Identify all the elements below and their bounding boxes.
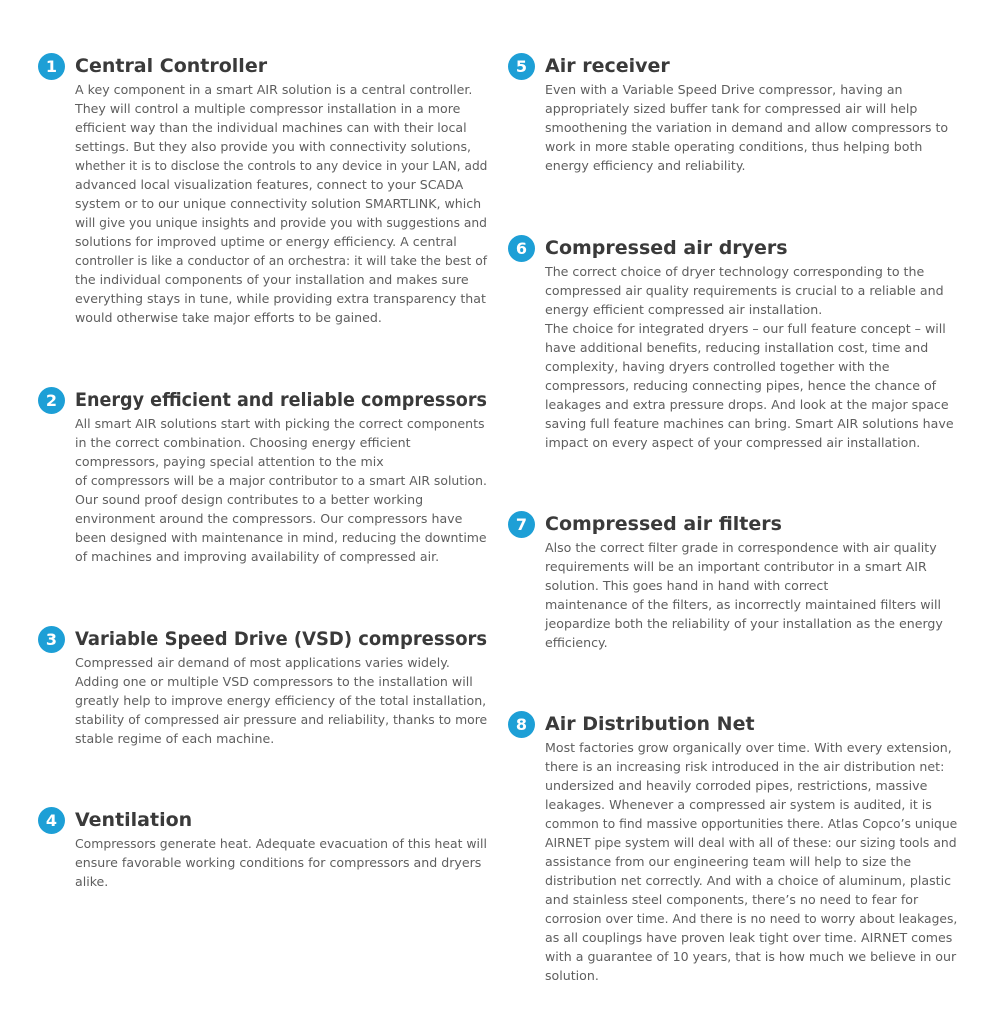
number-badge: 2 [38, 387, 65, 414]
body-text-line: A key component in a smart AIR solution is a central controller. [75, 82, 473, 97]
section-body [75, 414, 521, 566]
body-text-line: greatly help to improve energy efficiency of the total installation, [75, 693, 487, 708]
body-text-line: ensure favorable working conditions for compressors and dryers [75, 855, 482, 870]
body-text-line: Also the correct filter grade in correspondence with air quality [545, 540, 937, 555]
body-text-line: The correct choice of dryer technology corresponding to the [545, 264, 925, 279]
body-text-line: of compressors will be a major contributor to a smart AIR solution. [75, 473, 487, 488]
body-text-line: saving full feature machines can bring. Smart AIR solutions have [545, 416, 954, 431]
body-text-line: complexity, having dryers controlled together with the [545, 359, 890, 374]
section-central-controller [45, 53, 501, 327]
section-body [75, 653, 511, 748]
body-text-line: energy efficient compressed air installation. [545, 302, 823, 317]
body-text-line: the individual components of your installation and makes sure [75, 272, 469, 287]
body-text-line: efficiency. [545, 635, 608, 650]
number-badge: 5 [508, 53, 535, 80]
body-text-line: Our sound proof design contributes to a better working [75, 492, 424, 507]
number-badge: 4 [38, 807, 65, 834]
body-text-line: been designed with maintenance in mind, reducing the downtime [75, 530, 487, 545]
body-text-line: alike. [75, 874, 109, 889]
body-text-line: as all couplings have proven leak tight over time. AIRNET comes [545, 930, 953, 945]
body-text-line: with a guarantee of 10 years, that is how much we believe in our [545, 949, 957, 964]
body-text-line: jeopardize both the reliability of your installation as the energy [545, 616, 943, 631]
number-badge: 3 [38, 626, 65, 653]
body-text-line: undersized and heavily corroded pipes, restrictions, massive [545, 778, 928, 793]
section-body [545, 80, 948, 175]
section-compressed-air-dryers [515, 235, 954, 452]
body-text-line: in the correct combination. Choosing energy efficient [75, 435, 411, 450]
section-title: Variable Speed Drive (VSD) compressors [75, 628, 488, 650]
body-text-line: AIRNET pipe system will deal with all of these: our sizing tools and [545, 835, 957, 850]
body-text-line: Even with a Variable Speed Drive compressor, having an [545, 82, 903, 97]
body-text-line: leakages. Whenever a compressed air system is audited, it is [545, 797, 932, 812]
section-title: Central Controller [75, 55, 268, 77]
section-ventilation [45, 807, 493, 891]
body-text-line: whether it is to disclose the controls to any device in your LAN, add [75, 158, 488, 173]
body-text-line: solution. [545, 968, 599, 983]
section-compressed-air-filters [515, 511, 943, 652]
body-text-line: advanced local visualization features, connect to your SCADA [75, 177, 464, 192]
body-text-line: maintenance of the filters, as incorrectly maintained filters will [545, 597, 942, 612]
section-title: Energy efficient and reliable compressors [75, 389, 487, 411]
body-text-line: stability of compressed air pressure and reliability, thanks to more [75, 712, 488, 727]
body-text-line: solutions for improved uptime or energy efficiency. A central [75, 234, 457, 249]
body-text-line: impact on every aspect of your compressed air installation. [545, 435, 921, 450]
body-text-line: Most factories grow organically over time. With every extension, [545, 740, 952, 755]
body-text-line: system or to our unique connectivity solution SMARTLINK, which [75, 196, 482, 211]
body-text-line: will give you unique insights and provide you with suggestions and [75, 215, 487, 230]
body-text-line: Adding one or multiple VSD compressors to the installation will [75, 674, 473, 689]
body-text-line: of machines and improving availability of compressed air. [75, 549, 440, 564]
body-text-line: Compressors generate heat. Adequate evacuation of this heat will [75, 836, 487, 851]
section-body [545, 538, 943, 652]
body-text-line: compressors, paying special attention to the mix [75, 454, 384, 469]
body-text-line: efficient way than the individual machines can with their local [75, 120, 467, 135]
body-text-line: settings. But they also provide you with connectivity solutions, [75, 139, 472, 154]
section-title: Ventilation [75, 809, 193, 831]
body-text-line: would otherwise take major efforts to be gained. [75, 310, 382, 325]
number-badge: 8 [508, 711, 535, 738]
body-text-line: work in more stable operating conditions, thus helping both [545, 139, 923, 154]
section-energy-efficient-compressors [45, 387, 521, 566]
body-text-line: requirements will be an important contributor in a smart AIR [545, 559, 927, 574]
body-text-line: energy efficiency and reliability. [545, 158, 746, 173]
body-text-line: there is an increasing risk introduced in the air distribution net: [545, 759, 945, 774]
section-body [545, 738, 967, 985]
body-text-line: common to find massive opportunities there. Atlas Copco’s unique [545, 816, 958, 831]
body-text-line: environment around the compressors. Our compressors have [75, 511, 463, 526]
number-badge: 7 [508, 511, 535, 538]
section-title: Air receiver [545, 55, 670, 77]
body-text-line: corrosion over time. And there is no need to worry about leakages, [545, 911, 958, 926]
number-badge: 1 [38, 53, 65, 80]
section-title: Air Distribution Net [545, 713, 755, 735]
body-text-line: Compressed air demand of most applications varies widely. [75, 655, 450, 670]
section-body [545, 262, 954, 452]
body-text-line: controller is like a conductor of an orchestra: it will take the best of [75, 253, 488, 268]
body-text-line: All smart AIR solutions start with picking the correct components [75, 416, 485, 431]
body-text-line: everything stays in tune, while providing extra transparency that [75, 291, 486, 306]
body-text-line: smoothening the variation in demand and allow compressors to [545, 120, 949, 135]
body-text-line: They will control a multiple compressor installation in a more [75, 101, 461, 116]
body-text-line: assistance from our engineering team will help to size the [545, 854, 912, 869]
body-text-line: and stainless steel components, there’s no need to fear for [545, 892, 919, 907]
section-air-receiver [515, 53, 949, 175]
body-text-line: leakages and extra pressure drops. And look at the major space [545, 397, 949, 412]
section-body [75, 80, 501, 327]
number-badge: 6 [508, 235, 535, 262]
body-text-line: stable regime of each machine. [75, 731, 275, 746]
section-title: Compressed air filters [545, 513, 782, 535]
body-text-line: compressed air quality requirements is crucial to a reliable and [545, 283, 944, 298]
body-text-line: have additional benefits, reducing installation cost, time and [545, 340, 929, 355]
section-vsd-compressors [45, 626, 511, 748]
body-text-line: distribution net correctly. And with a choice of aluminum, plastic [545, 873, 951, 888]
body-text-line: The choice for integrated dryers – our full feature concept – will [545, 321, 946, 336]
body-text-line: solution. This goes hand in hand with correct [545, 578, 829, 593]
section-title: Compressed air dryers [545, 237, 788, 259]
body-text-line: compressors, reducing connecting pipes, hence the chance of [545, 378, 937, 393]
section-air-distribution-net [515, 711, 967, 985]
section-body [75, 834, 493, 891]
body-text-line: appropriately sized buffer tank for compressed air will help [545, 101, 918, 116]
